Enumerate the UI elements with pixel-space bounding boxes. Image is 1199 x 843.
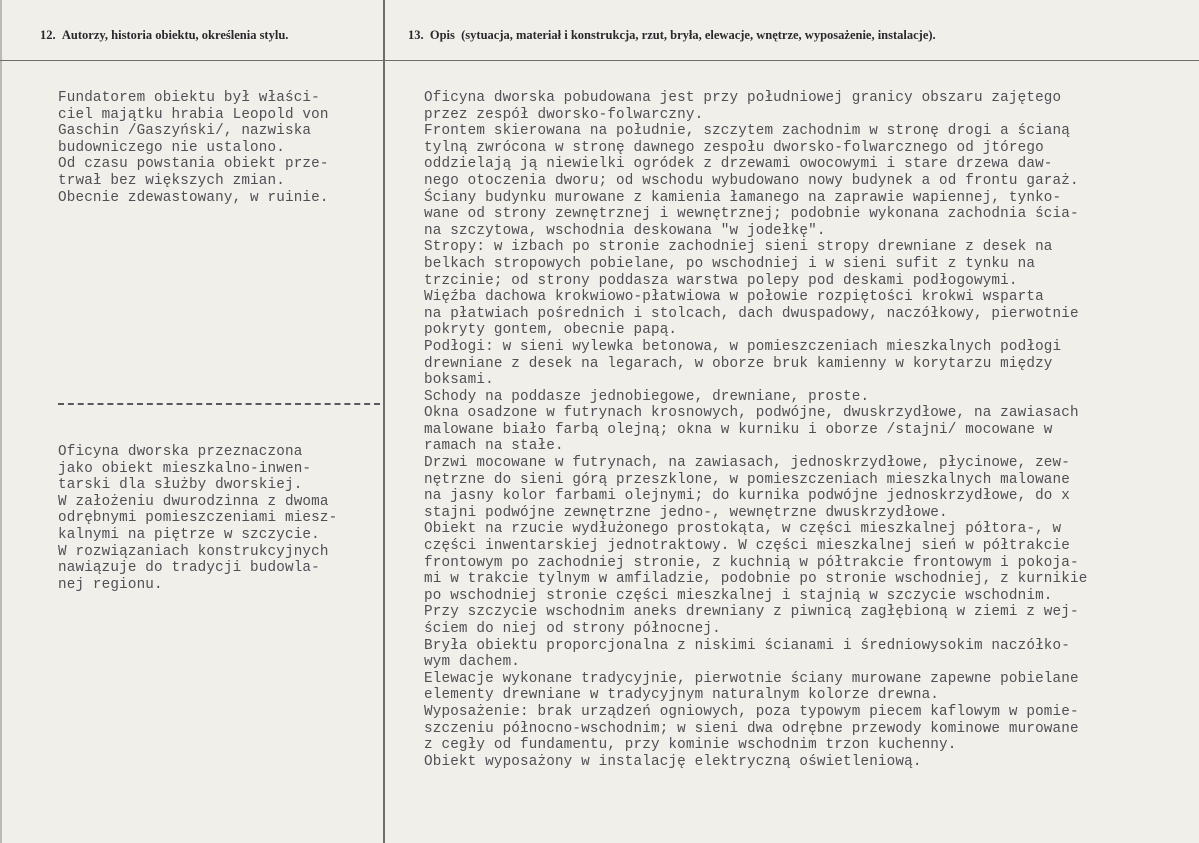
style-line: Oficyna dworska przeznaczona xyxy=(58,444,303,460)
history-text xyxy=(58,90,378,206)
style-line: W założeniu dwurodzinna z dwoma xyxy=(58,493,329,510)
description-line: z cegły od fundamentu, przy kominie wschodnim trzon kuchenny. xyxy=(424,737,957,754)
style-line: nej regionu. xyxy=(58,576,163,593)
description-line: części inwentarskiej jednotraktowy. W części mieszkalnej sień w półtrakcie xyxy=(424,538,1070,555)
description-line: na jasny kolor farbami olejnymi; do kurnika podwójne jednoskrzydłowe, do x xyxy=(424,488,1070,505)
description-line: Schody na poddasze jednobiegowe, drewniane, proste. xyxy=(424,388,870,405)
description-line: Obiekt wyposażony w instalację elektryczną oświetleniową. xyxy=(424,753,922,770)
description-line: Podłogi: w sieni wylewka betonowa, w pomieszczeniach mieszkalnych podłogi xyxy=(424,338,1062,355)
description-line: Elewacje wykonane tradycyjnie, pierwotnie ściany murowane zapewne pobielane xyxy=(424,670,1079,687)
description-line: po wschodniej stronie części mieszkalnej i stajnią w szczycie wschodnim. xyxy=(424,587,1053,604)
description-line: Wyposażenie: brak urządzeń ogniowych, poza typowym piecem kaflowym w pomie- xyxy=(424,703,1079,720)
description-line: wym dachem. xyxy=(424,654,521,671)
description-line: przez zespół dworsko-folwarczny. xyxy=(424,106,704,123)
style-text xyxy=(58,444,378,593)
history-line: Fundatorem obiektu był właści- xyxy=(58,90,320,106)
history-line: Od czasu powstania obiekt prze- xyxy=(58,156,329,173)
style-line: W rozwiązaniach konstrukcyjnych xyxy=(58,543,329,560)
description-line: nętrzne do sieni górą przeszklone, w pomieszczeniach mieszkalnych malowane xyxy=(424,471,1070,488)
style-line: kalnymi na piętrze w szczycie. xyxy=(58,526,320,543)
description-line: szczeniu północno-wschodnim; w sieni dwa odrębne przewody kominowe murowane xyxy=(424,720,1079,737)
history-line: budowniczego nie ustalono. xyxy=(58,139,285,156)
style-line: nawiązuje do tradycji budowla- xyxy=(58,560,320,577)
description-line: boksami. xyxy=(424,372,494,389)
description-line: Bryła obiektu proporcjonalna z niskimi ścianami i średniowysokim naczółko- xyxy=(424,637,1070,654)
description-line: na szczytowa, wschodnia deskowana "w jodełkę". xyxy=(424,222,826,239)
description-line: ściem do niej od strony północnej. xyxy=(424,621,721,637)
description-line: Więźba dachowa krokwiowo-płatwiowa w połowie rozpiętości krokwi wsparta xyxy=(424,289,1044,306)
description-line: Drzwi mocowane w futrynach, na zawiasach, jednoskrzydłowe, płycinowe, zew- xyxy=(424,455,1070,472)
description-line: nego otoczenia dworu; od wschodu wybudowano nowy budynek a od frontu garaż. xyxy=(424,172,1079,189)
section-12-header xyxy=(40,28,288,43)
style-line: tarski dla służby dworskiej. xyxy=(58,477,303,494)
description-line: oddzielają ją niewielki ogródek z drzewami owocowymi i stare drzewa daw- xyxy=(424,156,1053,173)
description-text xyxy=(424,90,1196,770)
description-line: Obiekt na rzucie wydłużonego prostokąta, w części mieszkalnej półtora-, w xyxy=(424,521,1062,538)
history-line: Obecnie zdewastowany, w ruinie. xyxy=(58,189,329,206)
style-line: odrębnymi pomieszczeniami miesz- xyxy=(58,510,338,527)
description-line: Okna osadzone w futrynach krosnowych, podwójne, dwuskrzydłowe, na zawiasach xyxy=(424,405,1079,422)
description-line: belkach stropowych pobielane, po wschodniej i w sieni sufit z tynku na xyxy=(424,255,1036,272)
description-line: mi w trakcie tylnym w amfiladzie, podobnie po stronie wschodniej, z kurnikie xyxy=(424,571,1088,588)
section-13-number: 13. xyxy=(408,28,424,42)
description-line: trzcinie; od strony poddasza warstwa polepy pod deskami podłogowymi. xyxy=(424,272,1018,289)
section-12-title: Autorzy, historia obiektu, określenia stylu. xyxy=(61,28,289,42)
description-line: Ściany budynku murowane z kamienia łamanego na zaprawie wapiennej, tynko- xyxy=(424,189,1062,206)
description-line: Przy szczycie wschodnim aneks drewniany z piwnicą zagłębioną w ziemi z wej- xyxy=(424,604,1079,621)
description-line: pokryty gontem, obecnie papą. xyxy=(424,322,678,339)
history-line: Gaschin /Gaszyński/, nazwiska xyxy=(58,123,312,140)
section-13-header xyxy=(408,28,936,43)
description-line: wane od strony zewnętrznej i wewnętrznej; podobnie wykonana zachodnia ścia- xyxy=(424,206,1079,223)
description-line: Oficyna dworska pobudowana jest przy południowej granicy obszaru zajętego xyxy=(424,90,1062,106)
description-line: Frontem skierowana na południe, szczytem zachodnim w stronę drogi a ścianą xyxy=(424,123,1070,140)
description-line: malowane biało farbą olejną; okna w kurniku i oborze /stajni/ mocowane w xyxy=(424,421,1053,438)
history-line: ciel majątku hrabia Leopold von xyxy=(58,106,329,123)
column-divider xyxy=(383,0,385,843)
description-line: na płatwiach pośrednich i stolcach, dach dwuspadowy, naczółkowy, pierwotnie xyxy=(424,305,1079,322)
history-line: trwał bez większych zmian. xyxy=(58,172,285,189)
description-line: tylną zwrócona w stronę dawnego zespołu dworsko-folwarcznego od jtórego xyxy=(424,139,1044,156)
section-13-title: Opis xyxy=(429,28,455,42)
header-divider xyxy=(0,60,1199,61)
description-line: Stropy: w izbach po stronie zachodniej sieni stropy drewniane z desek na xyxy=(424,239,1053,256)
description-line: elementy drewniane w tradycyjnym naturalnym kolorze drewna. xyxy=(424,687,940,704)
section-13-subtitle: (sytuacja, materiał i konstrukcja, rzut, bryła, elewacje, wnętrze, wyposażenie, instalacje). xyxy=(461,28,936,42)
dashed-separator xyxy=(58,403,380,405)
left-border xyxy=(0,0,2,843)
section-12-number: 12. xyxy=(40,28,56,42)
description-line: frontowym po zachodniej stronie, z kuchnią w półtrakcie frontowym i pokoja- xyxy=(424,554,1079,571)
description-line: ramach na stałe. xyxy=(424,438,564,455)
description-line: drewniane z desek na legarach, w oborze bruk kamienny w korytarzu między xyxy=(424,355,1053,372)
style-line: jako obiekt mieszkalno-inwen- xyxy=(58,460,312,477)
description-line: stajni podwójne zewnętrzne jedno-, wewnętrzne dwuskrzydłowe. xyxy=(424,504,948,521)
